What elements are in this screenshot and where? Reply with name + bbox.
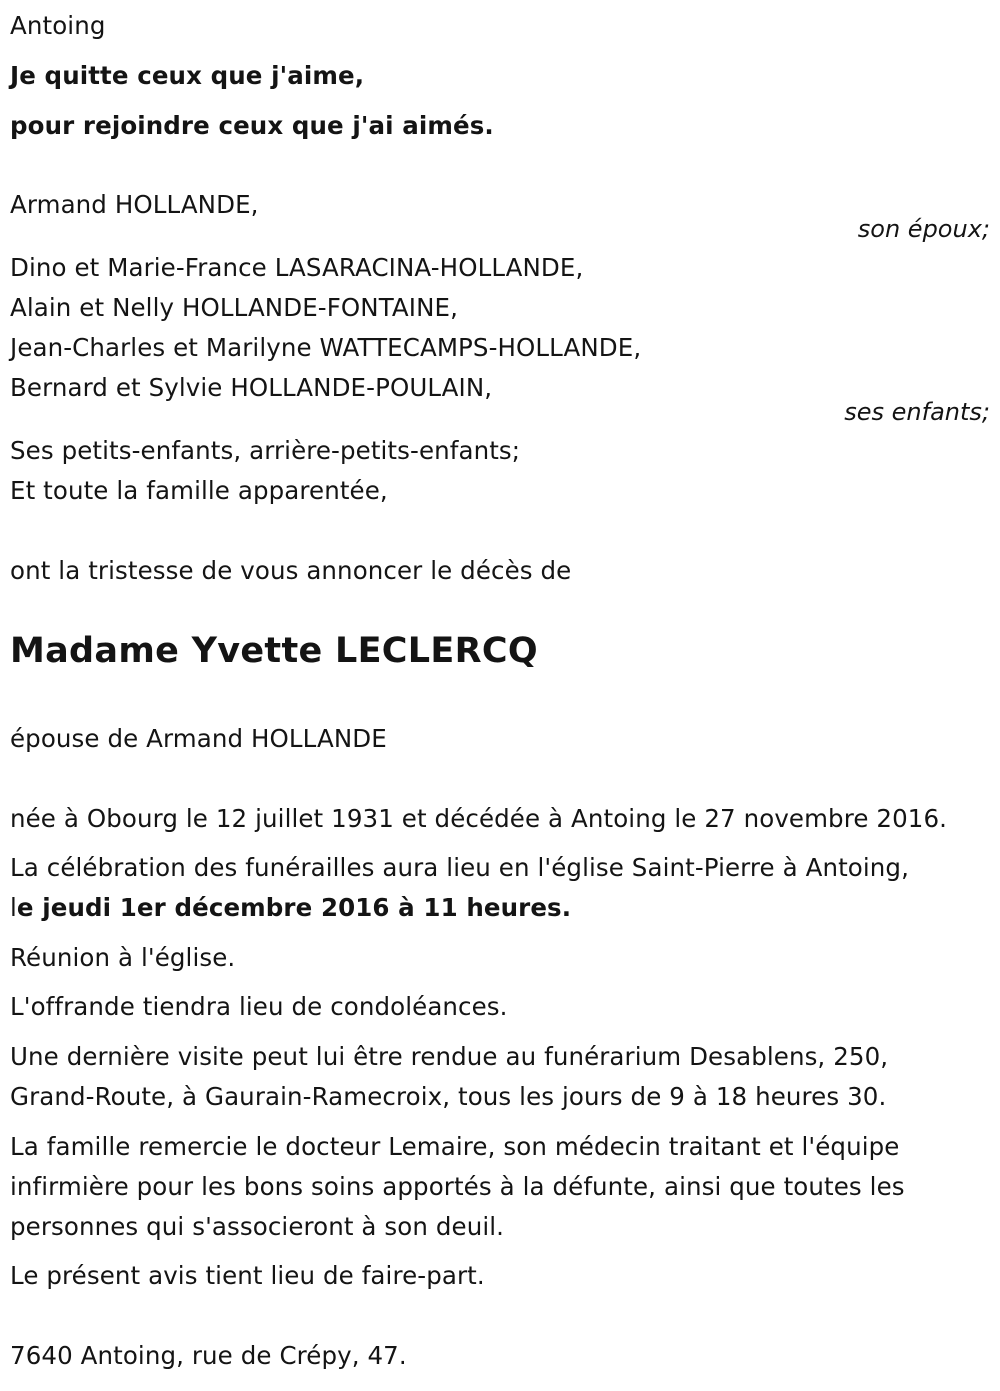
notice-line: Le présent avis tient lieu de faire-part.: [10, 1261, 485, 1290]
offering-line: L'offrande tiendra lieu de condoléances.: [10, 992, 508, 1021]
child-line: Jean-Charles et Marilyne WATTECAMPS-HOLLANDE,: [10, 333, 642, 362]
family-line: Et toute la famille apparentée,: [10, 476, 388, 505]
visit-line-2: Grand-Route, à Gaurain-Ramecroix, tous les jours de 9 à 18 heures 30.: [10, 1082, 887, 1111]
grandchildren-line: Ses petits-enfants, arrière-petits-enfants;: [10, 436, 521, 465]
ceremony-prefix: l: [10, 893, 17, 922]
child-line: Alain et Nelly HOLLANDE-FONTAINE,: [10, 293, 458, 322]
deceased-name: Madame Yvette LECLERCQ: [10, 631, 538, 671]
child-line: Dino et Marie-France LASARACINA-HOLLANDE,: [10, 253, 584, 282]
children-role: ses enfants;: [844, 398, 990, 426]
thanks-line-1: La famille remercie le docteur Lemaire, son médecin traitant et l'équipe: [10, 1132, 900, 1161]
ceremony-date: e jeudi 1er décembre 2016 à 11 heures.: [16, 893, 572, 922]
birth-death-line: née à Obourg le 12 juillet 1931 et décédée à Antoing le 27 novembre 2016.: [10, 804, 948, 833]
ceremony-line-1: La célébration des funérailles aura lieu en l'église Saint-Pierre à Antoing,: [10, 853, 909, 882]
meeting-line: Réunion à l'église.: [10, 943, 236, 972]
spouse-role: son époux;: [857, 215, 990, 243]
location-label: Antoing: [10, 11, 106, 40]
quote-line-1: Je quitte ceux que j'aime,: [10, 61, 365, 90]
ceremony-line-2: [10, 888, 571, 928]
thanks-line-3: personnes qui s'associeront à son deuil.: [10, 1212, 505, 1241]
visit-line-1: Une dernière visite peut lui être rendue au funérarium Desablens, 250,: [10, 1042, 889, 1071]
spouse-of-line: épouse de Armand HOLLANDE: [10, 724, 387, 753]
address-line: 7640 Antoing, rue de Crépy, 47.: [10, 1341, 407, 1370]
announcement-intro: ont la tristesse de vous annoncer le décès de: [10, 556, 572, 585]
thanks-line-2: infirmière pour les bons soins apportés à la défunte, ainsi que toutes les: [10, 1172, 905, 1201]
quote-line-2: pour rejoindre ceux que j'ai aimés.: [10, 111, 494, 140]
spouse-name: Armand HOLLANDE,: [10, 190, 259, 219]
child-line: Bernard et Sylvie HOLLANDE-POULAIN,: [10, 373, 493, 402]
